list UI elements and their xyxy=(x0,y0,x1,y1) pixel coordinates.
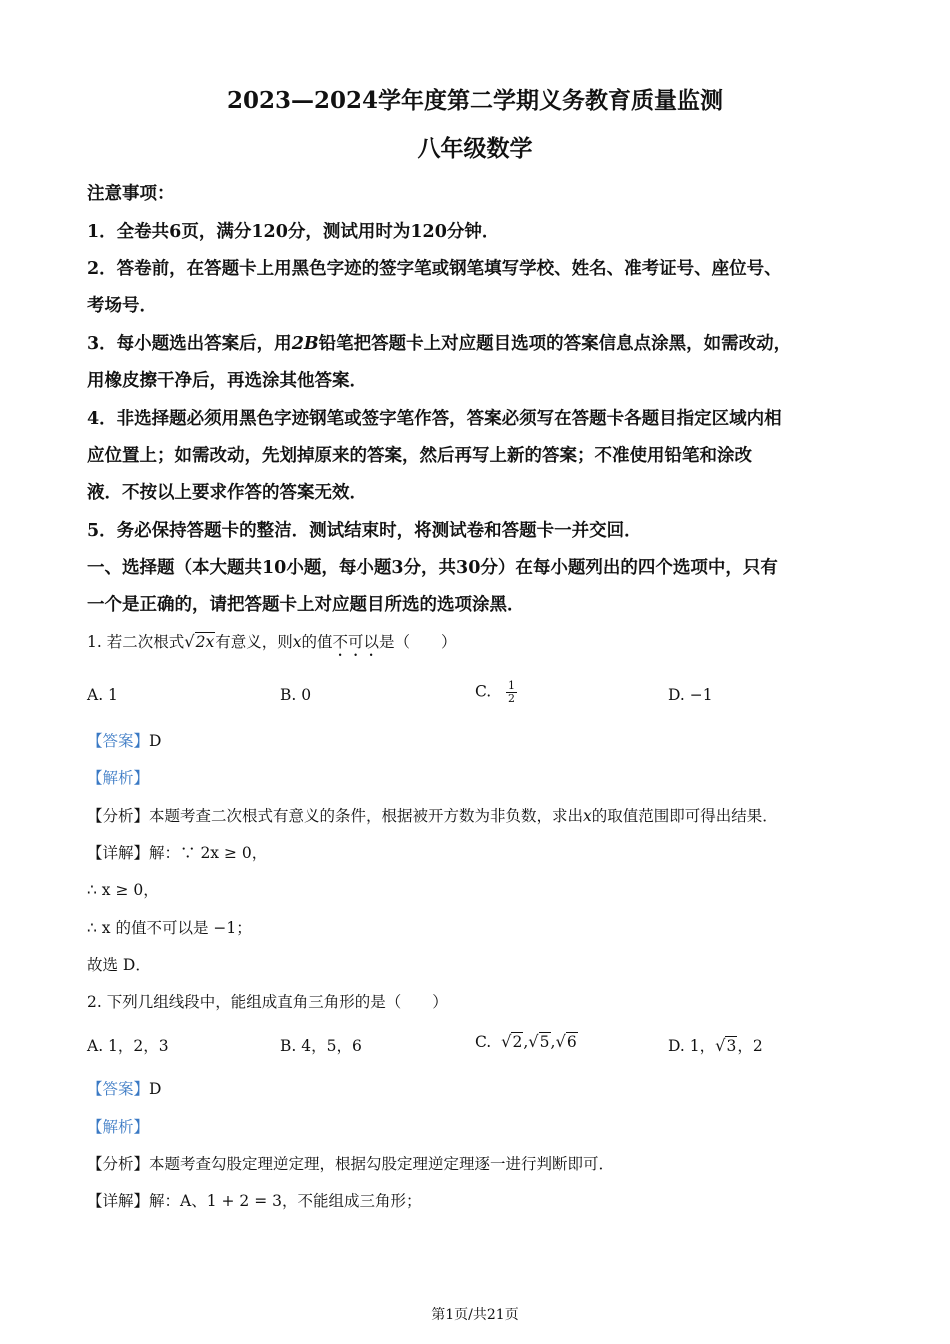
q1-option-c: C. $\frac{1}{2}$ xyxy=(475,679,516,705)
notice-item-2a: 2．答卷前，在答题卡上用黑色字迹的签字笔或钢笔填写学校、姓名、准考证号、座位号、 xyxy=(87,259,782,279)
q1-option-a: A. 1 xyxy=(87,686,118,704)
q1-fenxi: 【分析】本题考查二次根式有意义的条件，根据被开方数为非负数，求出x的取值范围即可得出结果． xyxy=(87,807,778,825)
q1-option-d: D. −1 xyxy=(668,686,713,704)
q2-analysis-tag: 【解析】 xyxy=(87,1118,150,1136)
q1-stem: 1. 若二次根式√2x有意义，则x的值不可以是（ ） xyxy=(87,632,457,651)
notice-item-2b: 考场号． xyxy=(87,296,157,316)
q1-detail-step-4: 故选 D． xyxy=(87,956,151,974)
notice-item-4c: 液．不按以上要求作答的答案无效． xyxy=(87,483,367,503)
q2-option-b: B. 4，5，6 xyxy=(280,1037,362,1055)
q1-option-b: B. 0 xyxy=(280,686,312,704)
notice-item-3a: 3．每小题选出答案后，用2B铅笔把答题卡上对应题目选项的答案信息点涂黑，如需改动， xyxy=(87,334,792,354)
q1-detail-step-1: 【详解】解：∵ 2x ≥ 0， xyxy=(87,844,268,862)
q1-detail-step-2: ∴ x ≥ 0， xyxy=(87,881,159,899)
page-number: 第1页/共21页 xyxy=(431,1307,519,1323)
notice-item-1: 1．全卷共6页，满分120分，测试用时为120分钟． xyxy=(87,222,500,242)
exam-title: 2023—2024学年度第二学期义务教育质量监测 xyxy=(226,87,724,114)
exam-subtitle: 八年级数学 xyxy=(417,135,533,162)
sqrt-symbol: √2x xyxy=(184,632,215,651)
notice-item-5: 5．务必保持答题卡的整洁．测试结束时，将测试卷和答题卡一并交回． xyxy=(87,521,642,541)
q2-option-c: C. √2,√5,√6 xyxy=(475,1032,577,1051)
q1-detail-step-3: ∴ x 的值不可以是 −1； xyxy=(87,919,252,937)
q2-stem: 2. 下列几组线段中，能组成直角三角形的是（ ） xyxy=(87,993,448,1011)
sqrt-symbol: √3 xyxy=(715,1036,737,1055)
q1-answer: 【答案】D xyxy=(87,732,162,750)
notice-item-4a: 4．非选择题必须用黑色字迹钢笔或签字笔作答，答案必须写在答题卡各题目指定区域内相 xyxy=(87,409,782,429)
q2-option-d: D. 1，√3，2 xyxy=(668,1036,763,1055)
sqrt-symbol: √6 xyxy=(555,1032,577,1051)
section-1-heading-line1: 一、选择题（本大题共10小题，每小题3分，共30分）在每小题列出的四个选项中，只有 xyxy=(87,558,778,578)
q2-option-a: A. 1，2，3 xyxy=(87,1037,169,1055)
q1-analysis-tag: 【解析】 xyxy=(87,769,150,787)
q2-detail-step-1: 【详解】解：A、1 + 2 = 3，不能组成三角形； xyxy=(87,1192,422,1210)
notice-heading: 注意事项： xyxy=(87,184,175,204)
section-1-heading-line2: 一个是正确的，请把答题卡上对应题目所选的选项涂黑． xyxy=(87,595,525,615)
q2-fenxi: 【分析】本题考查勾股定理逆定理，根据勾股定理逆定理逐一进行判断即可． xyxy=(87,1155,615,1173)
sqrt-symbol: √2 xyxy=(501,1032,523,1051)
sqrt-symbol: √5 xyxy=(528,1032,550,1051)
q2-answer: 【答案】D xyxy=(87,1080,162,1098)
notice-item-3b: 用橡皮擦干净后，再选涂其他答案． xyxy=(87,371,367,391)
fraction: $\frac{1}{2}$ xyxy=(508,679,516,705)
notice-item-4b: 应位置上；如需改动，先划掉原来的答案，然后再写上新的答案；不准使用铅笔和涂改 xyxy=(87,446,752,466)
